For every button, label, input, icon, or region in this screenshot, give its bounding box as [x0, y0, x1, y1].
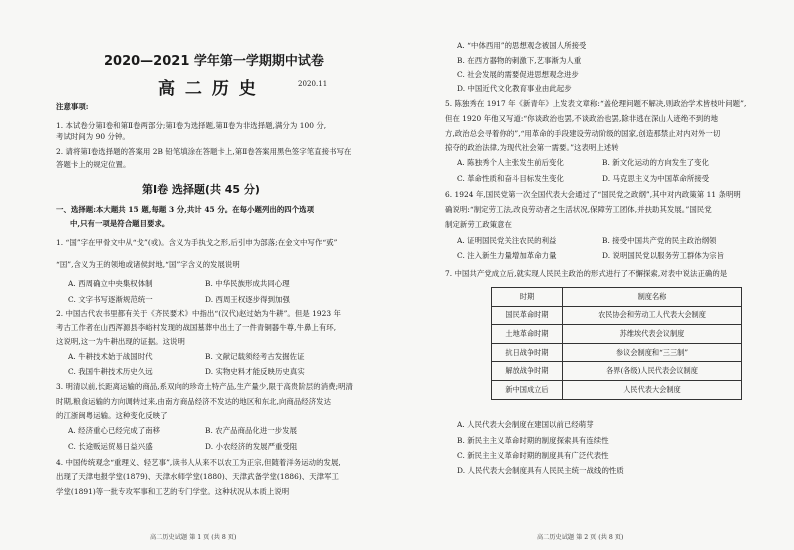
q6-option-a: A. 证明国民党关注农民的利益 — [457, 236, 557, 245]
q1-option-a: A. 西周确立中央集权体制 — [68, 279, 153, 288]
question-5-line: 5. 陈独秀在 1917 年《新青年》上发表文章称:“盖伦理问题不解决,则政治学术皆枝叶问题”, — [445, 99, 747, 108]
question-3-line: 的江浙闽粤运输。这种变化反映了 — [56, 411, 168, 420]
question-2-line: 2. 中国古代农书里都有关于《齐民要术》中指出“(汉代)赵过始为牛耕”。但是 1923 年 — [56, 309, 341, 318]
question-4-line: 出现了天津电报学堂(1879)、天津水师学堂(1880)、天津武备学堂(1886)、天津军工 — [56, 472, 339, 481]
q4-option-b: B. 在西方器物的刺激下,艺事渐为人重 — [457, 56, 582, 65]
table-row — [492, 343, 742, 362]
q2-option-c: C. 我国牛耕技术历史久远 — [68, 367, 153, 376]
q5-option-d: D. 马克思主义为中国革命所接受 — [602, 174, 710, 183]
table-row — [492, 362, 742, 381]
subject-title: 高 二 历 史 — [158, 79, 258, 99]
q1-option-b: B. 中华民族形成共同心理 — [205, 279, 290, 288]
notice-line: 答题卡上的规定位置。 — [56, 160, 131, 169]
question-6-line: 6. 1924 年,国民党第一次全国代表大会通过了“国民党之政纲”,其中对内政策第 11 条明明 — [445, 190, 741, 199]
question-1-line: 1. “国”字在甲骨文中从“戈”(戓)。含义为手执戈之形,后引申为部落;在金文中写作“戜” — [56, 238, 338, 247]
table-cell: 抗日战争时期 — [492, 343, 563, 362]
q4-option-d: D. 中国近代文化教育事业由此起步 — [457, 84, 572, 93]
regime-table — [491, 287, 742, 400]
table-header-cell: 制度名称 — [563, 288, 742, 307]
question-3-line: 时期,粮食运输的方向调转过来,由南方商品经济不发达的地区和东北,向商品经济发达 — [56, 397, 332, 406]
q7-option-a: A. 人民代表大会制度在建国以前已经萌芽 — [457, 420, 594, 429]
question-5-line: 方,政治总会寻着你的”,“用革命的手段建设劳动阶级的国家,创造那禁止对内对外一切 — [445, 129, 721, 138]
exam-title: 2020—2021 学年第一学期期中试卷 — [104, 54, 324, 69]
table-cell: 土地革命时期 — [492, 325, 563, 344]
page-footer: 高二历史试题 第 2 页 (共 8 页) — [537, 534, 624, 541]
question-4-line: 学堂(1891)等一批专攻军事和工艺的专门学堂。这种状况从本质上说明 — [56, 487, 290, 496]
table-header-cell: 时期 — [492, 288, 563, 307]
table-cell: 参议会制度和“三三制” — [563, 343, 742, 362]
section-title: 第Ⅰ卷 选择题(共 45 分) — [142, 183, 260, 196]
notice-line: 2. 请将第Ⅰ卷选择题的答案用 2B 铅笔填涂在答题卡上,第Ⅱ卷答案用黑色签字笔直接书写在 — [56, 147, 352, 156]
q7-option-b: B. 新民主主义革命时期的制度探索具有连续性 — [457, 436, 609, 445]
table-cell: 国民革命时期 — [492, 306, 563, 325]
q4-option-c: C. 社会发展的需要促进思想观念进步 — [457, 70, 579, 79]
q5-option-a: A. 陈独秀个人主张发生前后变化 — [457, 158, 564, 167]
question-7-line: 7. 中国共产党成立后,就实现人民民主政治的形式进行了不懈探索,对表中说法正确的是 — [445, 269, 728, 278]
question-1-line: “囯”,含义为王的领地或诸侯封地,“国”字含义的发展说明 — [56, 260, 240, 269]
table-cell: 苏维埃代表会议制度 — [563, 325, 742, 344]
q5-option-b: B. 新文化运动的方向发生了变化 — [602, 158, 710, 167]
question-5-line: 掠夺的政治法律,为现代社会第一需要。”这表明上述转 — [445, 143, 619, 152]
question-3-line: 3. 明清以前,长距离运输的商品,系双向的珍奇土特产品,生产量少,限于高贵阶层的消费;明清 — [56, 382, 353, 391]
q3-option-c: C. 长途贩运贸易日益兴盛 — [68, 442, 153, 451]
question-6-line: 确说明:“制定劳工法,改良劳动者之生活状况,保障劳工团体,并扶助其发展。”国民党 — [445, 205, 712, 214]
q3-option-b: B. 农产品商品化进一步发展 — [205, 426, 298, 435]
exam-date: 2020.11 — [298, 80, 328, 88]
notice-line: 考试时间为 90 分钟。 — [56, 132, 130, 141]
table-cell: 解放战争时期 — [492, 362, 563, 381]
table-cell: 农民协会和劳动工人代表大会制度 — [563, 306, 742, 325]
question-2-line: 这说明,这一为牛耕出现的证据。这说明 — [56, 337, 185, 346]
q5-option-c: C. 革命性质和奋斗目标发生变化 — [457, 174, 564, 183]
q6-option-b: B. 接受中国共产党的民主政治纲领 — [602, 236, 717, 245]
q2-option-d: D. 实物史料才能反映历史真实 — [205, 367, 305, 376]
q3-option-a: A. 经济重心已经完成了南移 — [68, 426, 161, 435]
table-cell: 人民代表大会制度 — [563, 380, 742, 399]
notice-line: 1. 本试卷分第Ⅰ卷和第Ⅱ卷两部分;第Ⅰ卷为选择题,第Ⅱ卷为非选择题,满分为 100 分, — [56, 121, 327, 130]
q3-option-d: D. 小农经济的发展严重受阻 — [205, 442, 298, 451]
instruction-line: 一、选择题:本大题共 15 题,每题 3 分,共计 45 分。在每小题列出的四个选项 — [56, 205, 315, 214]
question-4-line: 4. 中国传统观念“重理义、轻艺事”,读书人从来不以农工为正宗,但随着洋务运动的发展, — [56, 458, 341, 467]
instruction-line: 中,只有一项是符合题目要求。 — [70, 219, 170, 228]
right-page — [397, 0, 794, 550]
page-footer: 高二历史试题 第 1 页 (共 8 页) — [150, 534, 237, 541]
q7-option-d: D. 人民代表大会制度具有人民民主统一战线的性质 — [457, 466, 624, 475]
question-5-line: 但在 1920 年他又写道:“你谈政治也罢,不谈政治也罢,除非逃在深山人迹绝不到的地 — [445, 114, 719, 123]
q6-option-d: D. 说明国民党以服务劳工群体为宗旨 — [602, 251, 725, 260]
question-6-line: 制定新劳工政策意在 — [445, 220, 512, 229]
q4-option-a: A. “中体西用”的思想观念被国人所接受 — [457, 41, 587, 50]
q2-option-a: A. 牛耕技术始于战国时代 — [68, 352, 153, 361]
table-cell: 新中国成立后 — [492, 380, 563, 399]
table-row — [492, 325, 742, 344]
q2-option-b: B. 文献记载须经考古发掘佐证 — [205, 352, 305, 361]
table-cell: 各界(各级)人民代表会议制度 — [563, 362, 742, 381]
question-2-line: 考古工作者在山西浑源县李峪村发现的战国墓葬中出土了一件青铜器牛尊,牛鼻上有环, — [56, 323, 337, 332]
q1-option-d: D. 西周王权逐步得到加强 — [205, 295, 290, 304]
table-row — [492, 306, 742, 325]
q7-option-c: C. 新民主主义革命时期的制度具有广泛代表性 — [457, 451, 609, 460]
table-row — [492, 380, 742, 399]
table-header-row — [492, 288, 742, 307]
q6-option-c: C. 注入新生力量增加革命力量 — [457, 251, 557, 260]
notice-heading: 注意事项: — [56, 102, 89, 111]
q1-option-c: C. 文字书写逐渐规范统一 — [68, 295, 153, 304]
